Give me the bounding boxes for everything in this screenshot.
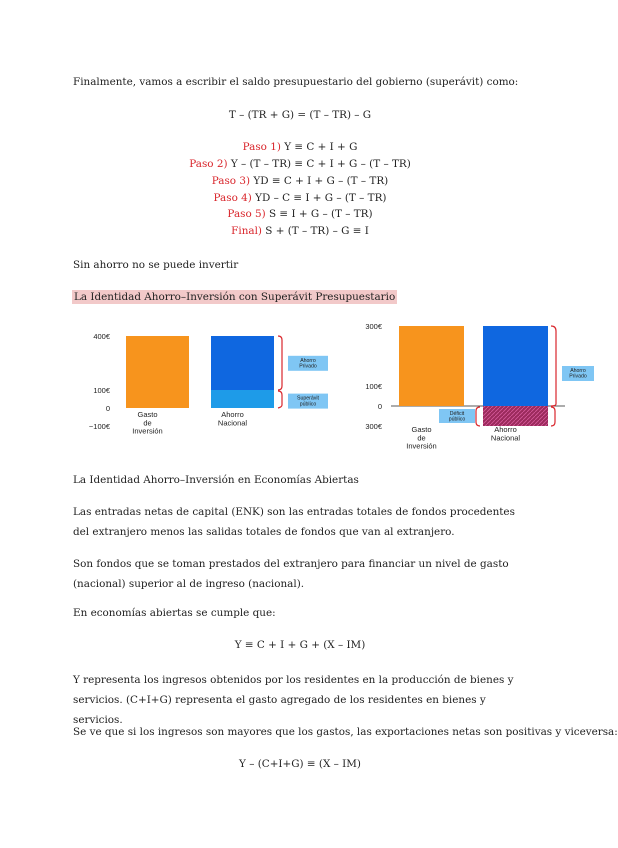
bracket-private-saving <box>278 336 282 390</box>
y-tick-label: 0 <box>105 404 110 413</box>
step-line <box>0 207 600 221</box>
paragraph-enk: Las entradas netas de capital (ENK) son las entradas totales de fondos procedentes del extranjero menos las salidas totales de fondos que van al extranjero. <box>73 506 515 538</box>
step-expr: S + (T – TR) – G ≡ I <box>265 225 369 237</box>
bracket-public-deficit-right <box>551 407 555 426</box>
bar-ahorro-p-blico <box>211 390 274 408</box>
savings-chart-deficit <box>355 316 587 451</box>
step-expr: S ≡ I + G – (T – TR) <box>269 208 373 220</box>
step-label: Paso 3) <box>211 175 251 187</box>
x-category-label: Nacional <box>490 433 521 443</box>
paragraph-open-economy: En economías abiertas se cumple que: <box>73 607 276 619</box>
intro-text: Finalmente, vamos a escribir el saldo presupuestario del gobierno (superávit) como: <box>73 76 519 88</box>
annotation-public-surplus: Superávit <box>297 395 319 402</box>
annotation-private-saving: Ahorro <box>570 368 586 374</box>
budget-equation: T – (TR + G) = (T – TR) – G <box>228 109 372 121</box>
step-label: Paso 2) <box>189 158 228 170</box>
x-category-label: Ahorro <box>221 410 244 419</box>
bracket-public-deficit <box>476 407 480 426</box>
no-saving-text: Sin ahorro no se puede invertir <box>73 259 239 271</box>
paragraph-net-exports: Se ve que si los ingresos son mayores que los gastos, las exportaciones netas son positivas y viceversa: <box>73 726 618 738</box>
x-category-label: de <box>143 418 152 428</box>
y-tick-label: 100€ <box>93 386 110 395</box>
step-line <box>0 191 600 205</box>
annotation-private-saving: Ahorro <box>300 357 316 364</box>
y-tick-label: 300€ <box>365 422 382 431</box>
open-economy-equation: Y ≡ C + I + G + (X – IM) <box>234 639 366 651</box>
annotation-public-deficit: público <box>448 416 466 423</box>
bar-gasto-de-inversi-n <box>126 336 189 408</box>
step-expr: YD ≡ C + I + G – (T – TR) <box>253 175 389 187</box>
step-expr: Y – (T – TR) ≡ C + I + G – (T – TR) <box>230 158 411 170</box>
bar-ahorro-privado <box>483 326 548 406</box>
bracket-public-surplus <box>278 391 282 408</box>
annotation-private-saving: Privado <box>299 363 317 370</box>
paragraph-foreign-funds: Son fondos que se toman prestados del extranjero para financiar un nivel de gasto (nacional) superior al de ingreso (nacional). <box>73 558 509 590</box>
net-exports-equation: Y – (C+I+G) ≡ (X – IM) <box>239 758 361 770</box>
bar-d-ficit-p-blico <box>483 406 548 426</box>
step-line <box>0 224 600 238</box>
bar-ahorro-privado <box>211 336 274 390</box>
highlighted-title: La Identidad Ahorro–Inversión con Superávit Presupuestario <box>74 291 396 303</box>
step-expr: Y ≡ C + I + G <box>284 141 358 153</box>
step-label: Paso 4) <box>213 192 252 204</box>
annotation-public-surplus: público <box>299 401 317 408</box>
x-category-label: de <box>417 433 426 443</box>
savings-chart-surplus <box>75 318 319 440</box>
section-title-open-economies: La Identidad Ahorro–Inversión en Economías Abiertas <box>73 474 359 486</box>
step-line <box>0 140 600 154</box>
x-category-label: Inversión <box>406 441 437 451</box>
step-label: Final) <box>231 225 262 237</box>
bracket-private-saving <box>551 326 556 406</box>
x-category-label: Ahorro <box>494 425 517 434</box>
paragraph-income: Y representa los ingresos obtenidos por los residentes en la producción de bienes y servicios. (C+I+G) representa el gasto agregado de los residentes en bienes y servicios. <box>73 674 514 726</box>
x-category-label: Inversión <box>132 426 163 436</box>
step-label: Paso 5) <box>227 208 266 220</box>
y-tick-label: −100€ <box>88 422 110 431</box>
y-tick-label: 100€ <box>365 382 382 391</box>
annotation-private-saving: Privado <box>569 373 587 380</box>
x-category-label: Gasto <box>411 425 432 434</box>
step-line <box>0 174 600 188</box>
y-tick-label: 300€ <box>365 322 382 331</box>
step-expr: YD – C ≡ I + G – (T – TR) <box>255 192 387 204</box>
step-line <box>0 157 600 171</box>
section-title <box>72 290 397 304</box>
x-category-label: Nacional <box>217 418 248 428</box>
y-tick-label: 0 <box>377 402 382 411</box>
step-label: Paso 1) <box>242 141 281 153</box>
x-category-label: Gasto <box>137 410 158 419</box>
y-tick-label: 400€ <box>93 332 110 341</box>
annotation-public-deficit: Déficit <box>449 411 465 417</box>
bar-gasto-de-inversi-n <box>399 326 464 406</box>
